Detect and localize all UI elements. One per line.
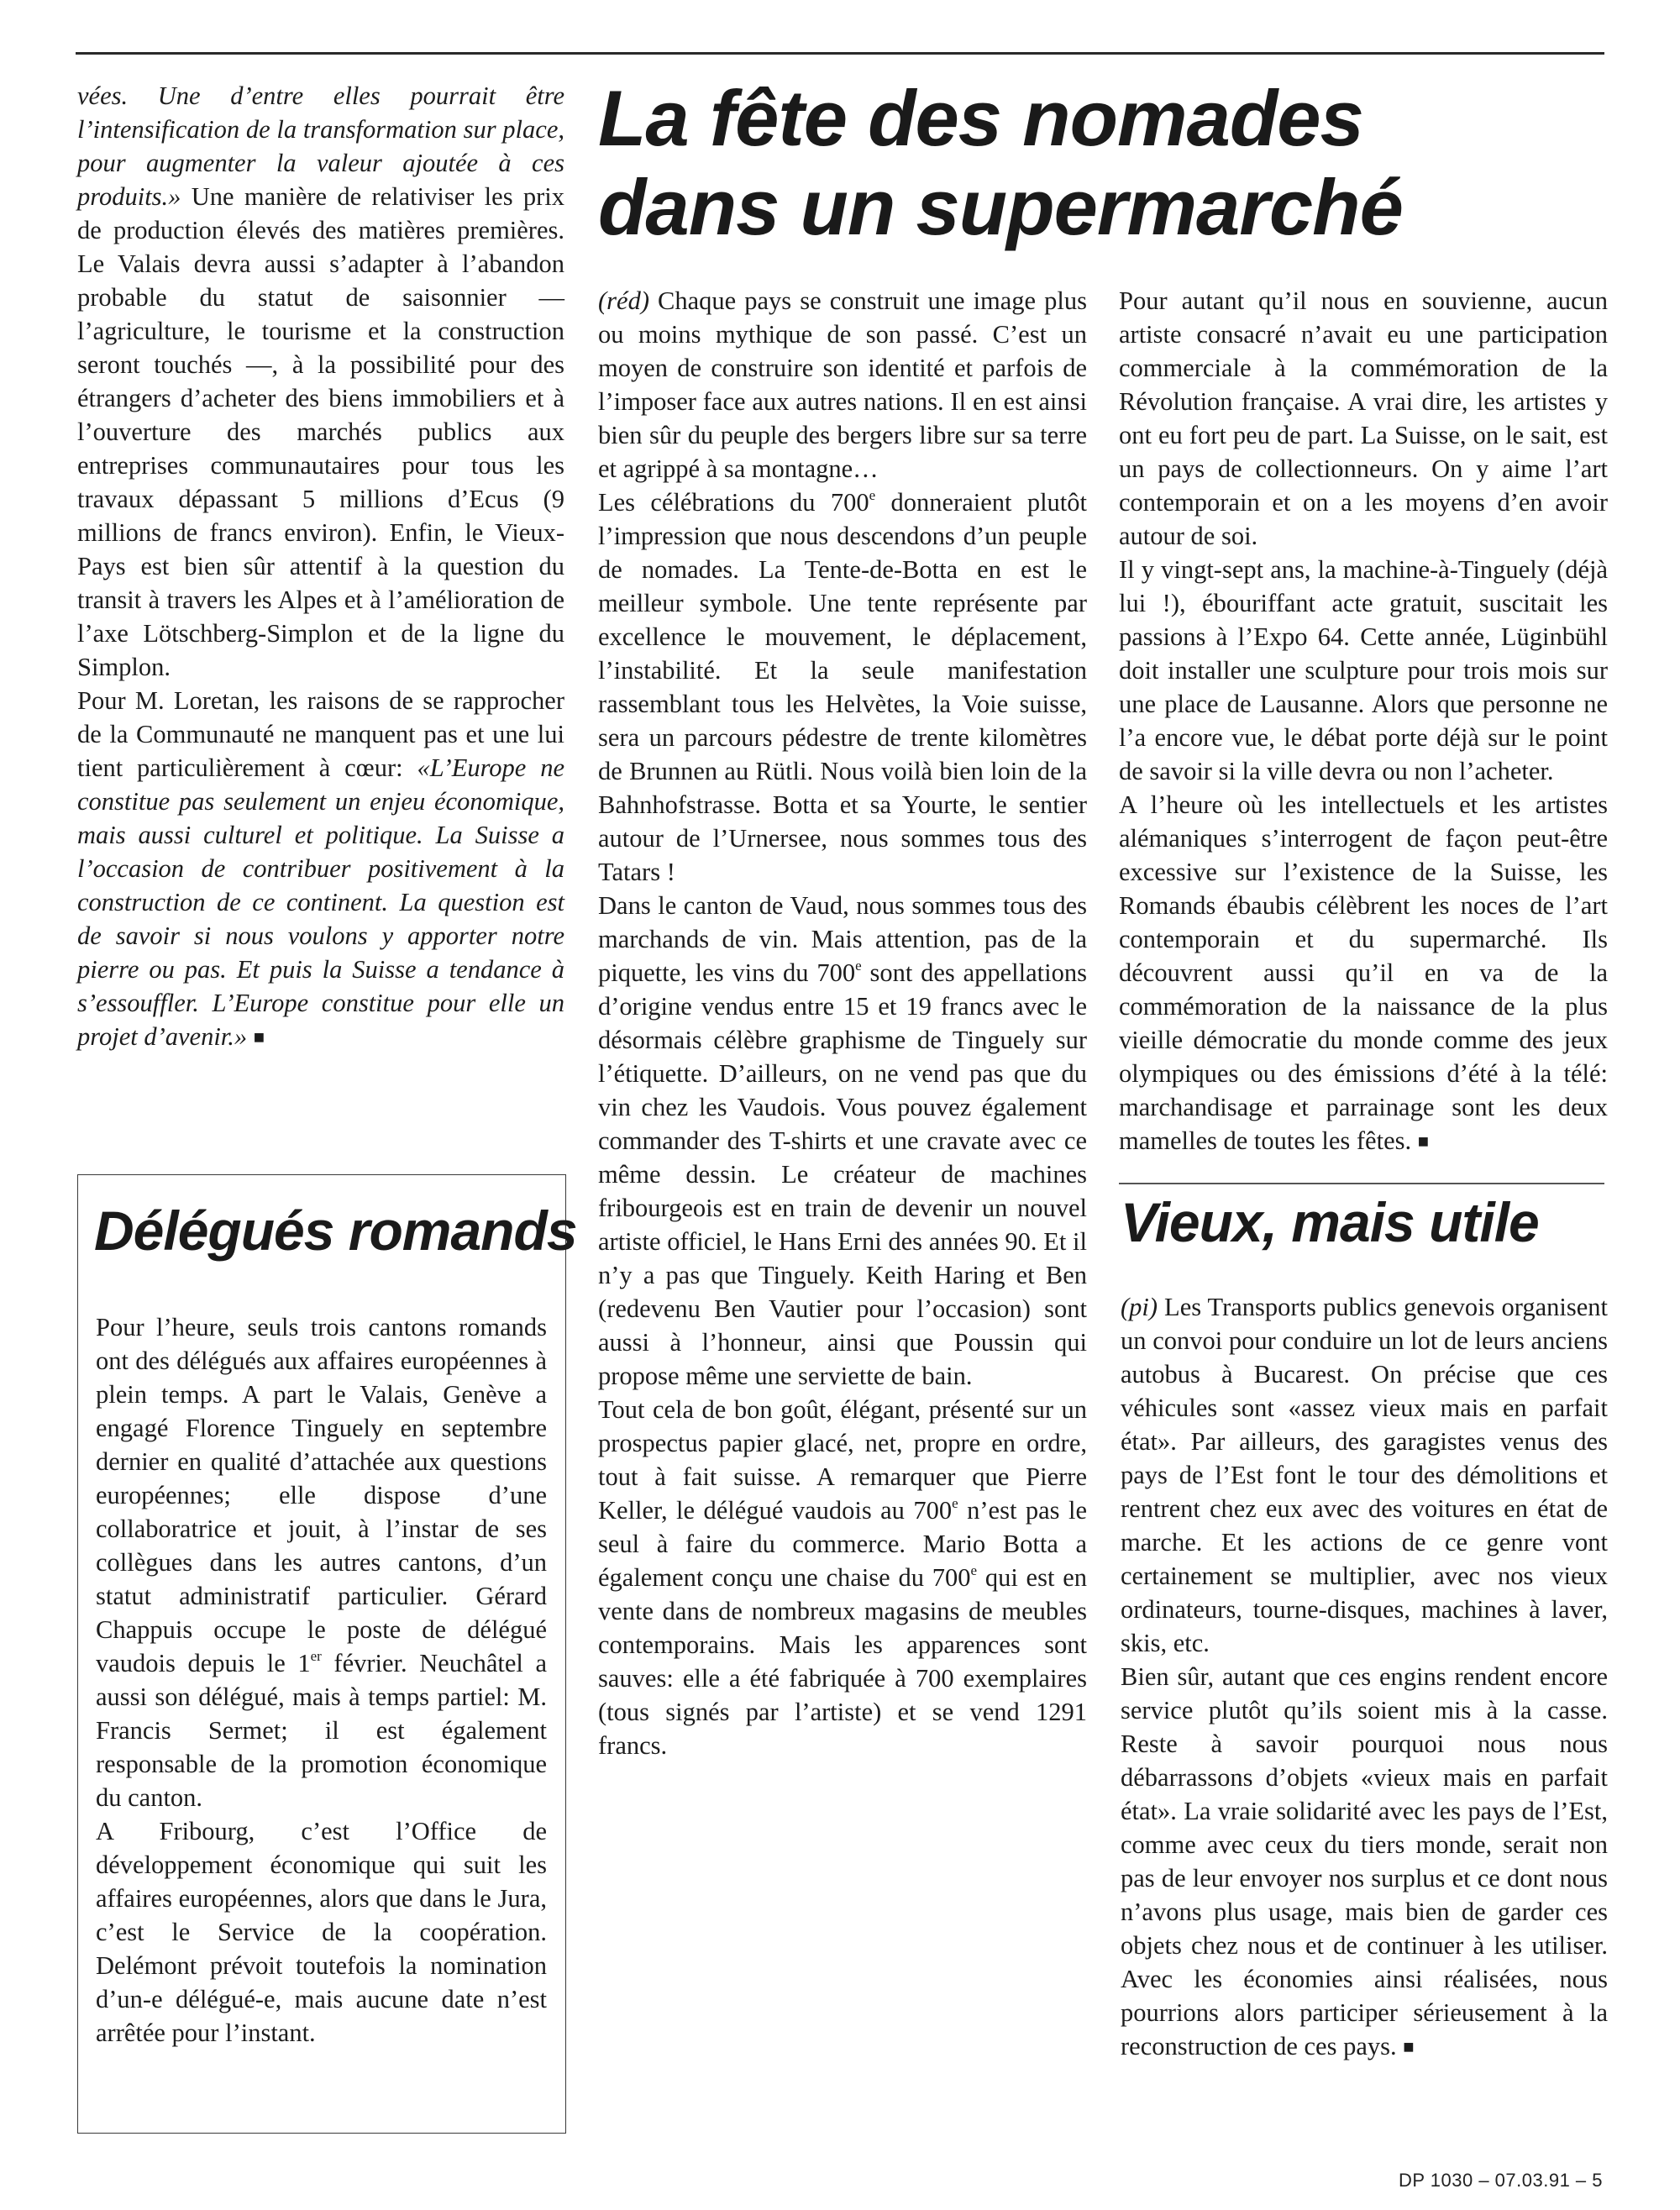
article-title: La fête des nomades dans un supermarché	[598, 74, 1403, 251]
paragraph: Tout cela de bon goût, élégant, présenté sur un prospectus papier glacé, net, propre en ordre, tout à fait suisse. A remarquer que Pierre Keller, le délégué vaudois au 700e n’est pas le seul à faire du commerce. Mario Botta a également conçu une chaise du 700e qui est en vente dans de nombreux magasins de meubles contemporains. Mais les apparences sont sauves: elle a été fabriquée à 700 exemplaires (tous signés par l’artiste) et se vend 1291 francs.	[598, 1395, 1087, 1760]
page-footer: DP 1030 – 07.03.91 – 5	[1398, 2170, 1603, 2191]
paragraph: Bien sûr, autant que ces engins rendent encore service plutôt qu’ils soient mis à la casse. Reste à savoir pourquoi nous nous débarrassons d’objets «vieux mais en parfait état». La vraie solidarité avec les pays de l’Est, comme avec ceux du tiers monde, serait non pas de leur envoyer nos surplus et ce dont nous n’avons plus usage, mais bien de garder ces objets chez nous et de continuer à les utiliser. Avec les économies ainsi réalisées, nous pourrions alors participer sérieusement à la reconstruction de ces pays. ■	[1121, 1662, 1608, 2060]
end-mark: ■	[1417, 1131, 1430, 1152]
paragraph: Dans le canton de Vaud, nous sommes tous des marchands de vin. Mais attention, pas de la piquette, les vins du 700e sont des appellations d’origine vendus entre 15 et 19 francs avec le désormais célèbre graphisme de Tinguely sur l’étiquette. D’ailleurs, on ne vend pas que du vin chez les Vaudois. Vous pouvez également commander des T-shirts et une cravate avec ce même dessin. Le créateur de machines fribourgeois est en train de devenir un nouvel artiste officiel, le Hans Erni des années 90. Et il n’y a pas que Tinguely. Keith Haring et Ben (redevenu Ben Vautier pour l’occasion) sont aussi à l’honneur, ainsi que Poussin qui propose même une serviette de bain.	[598, 891, 1087, 1390]
paragraph: A l’heure où les intellectuels et les artistes alémaniques s’interrogent de façon peut-être excessive sur l’existence de la Suisse, les Romands ébaubis célèbrent les noces de l’art contemporain et du supermarché. Ils découvrent aussi qu’il en va de la commémoration de la naissance de la plus vieille démocratie du monde comme des jeux olympiques ou des émissions d’été à la télé: marchandisage et parrainage sont les deux mamelles de toutes les fêtes. ■	[1119, 790, 1608, 1155]
italic-quote: «L’Europe ne constitue pas seulement un enjeu économique, mais aussi culturel et politique. La Suisse a l’occasion de contribuer positivement à la construction de ce continent. La question est de savoir si nous voulons y apporter notre pierre ou pas. Et puis la Suisse a tendance à s’essouffler. L’Europe constitue pour elle un projet d’avenir.»	[77, 753, 564, 1051]
sidebar-body	[96, 1310, 547, 2050]
paragraph: Pour l’heure, seuls trois cantons romands ont des délégués aux affaires européennes à plein temps. A part le Valais, Genève a engagé Florence Tinguely en septembre dernier en qualité d’attachée aux questions européennes; elle dispose d’une collaboratrice et jouit, à l’instar de ses collègues dans les autres cantons, d’un statut administratif particulier. Gérard Chappuis occupe le poste de délégué vaudois depuis le 1er février. Neuchâtel a aussi son délégué, mais à temps partiel: M. Francis Sermet; il est également responsable de la promotion économique du canton.	[96, 1313, 547, 1812]
paragraph: A Fribourg, c’est l’Office de développement économique qui suit les affaires européennes, alors que dans le Jura, c’est le Service de la coopération. Delémont prévoit toutefois la nomination d’un-e délégué-e, mais aucune date n’est arrêtée pour l’instant.	[96, 1817, 547, 2047]
sidebar-title: Délégués romands	[94, 1199, 577, 1262]
paragraph: Il y vingt-sept ans, la machine-à-Tinguely (déjà lui !), ébouriffant acte gratuit, suscitait les passions à l’Expo 64. Cette année, Lüginbühl doit installer une sculpture pour trois mois sur une place de Lausanne. Alors que personne ne l’a encore vue, le débat porte déjà sur le point de savoir si la ville devra ou non l’acheter.	[1119, 555, 1608, 785]
article-vieux	[1121, 1290, 1608, 2064]
italic-quote: vées. Une d’entre elles pourrait être l’intensification de la transformation sur place, pour augmenter la valeur ajoutée à ces produits.»	[77, 81, 564, 211]
paragraph: Les célébrations du 700e donneraient plutôt l’impression que nous descendons d’un peuple de nomades. La Tente-de-Botta en est le meilleur symbole. Une tente représente par excellence le mouvement, le déplacement, l’instabilité. Et la seule manifestation rassemblant tous les Helvètes, la Voie suisse, sera un parcours pédestre de trente kilomètres de Brunnen au Rütli. Nous voilà bien loin de la Bahnhofstrasse. Botta et sa Yourte, le sentier autour de l’Urnersee, nous sommes tous des Tatars !	[598, 487, 1087, 886]
vieux-title: Vieux, mais utile	[1121, 1191, 1539, 1253]
paragraph: vées. Une d’entre elles pourrait être l’intensification de la transformation sur place, pour augmenter la valeur ajoutée à ces produits.» Une manière de relativiser les prix de production élevés des matières premières. Le Valais devra aussi s’adapter à l’abandon probable du statut de saisonnier — l’agriculture, le tourisme et la construction seront touchés —, à la possibilité pour des étrangers d’acheter des biens immobiliers et à l’ouverture des marchés publics aux entreprises communautaires pour tous les travaux dépassant 5 millions d’Ecus (9 millions de francs environ). Enfin, le Vieux-Pays est bien sûr attentif à la question du transit à travers les Alpes et à l’amélioration de l’axe Lötschberg-Simplon et de la ligne du Simplon.	[77, 81, 564, 681]
article-continued	[77, 79, 564, 1054]
article-fete-col1	[598, 284, 1087, 1762]
article-fete-col2	[1119, 284, 1608, 1158]
paragraph: Pour M. Loretan, les raisons de se rapprocher de la Communauté ne manquent pas et une lui tient particulièrement à cœur: «L’Europe ne constitue pas seulement un enjeu économique, mais aussi culturel et politique. La Suisse a l’occasion de contribuer positivement à la construction de ce continent. La question est de savoir si nous voulons y apporter notre pierre ou pas. Et puis la Suisse a tendance à s’essouffler. L’Europe constitue pour elle un projet d’avenir.» ■	[77, 686, 564, 1051]
top-rule	[76, 52, 1604, 55]
paragraph: Pour autant qu’il nous en souvienne, aucun artiste consacré n’avait eu une participation commerciale à la commémoration de la Révolution française. A vrai dire, les artistes y ont eu fort peu de part. La Suisse, on le sait, est un pays de collectionneurs. On y aime l’art contemporain et on a les moyens d’en avoir autour de soi.	[1119, 286, 1608, 550]
end-mark: ■	[253, 1026, 265, 1047]
end-mark: ■	[1403, 2036, 1415, 2057]
paragraph: (pi) Les Transports publics genevois organisent un convoi pour conduire un lot de leurs anciens autobus à Bucarest. On précise que ces véhicules sont «assez vieux mais en parfait état». Par ailleurs, des garagistes venus des pays de l’Est font le tour des démolitions et rentrent chez eux avec des voitures en état de marche. Et les actions de ce genre vont certainement se multiplier, avec nos vieux ordinateurs, tourne-disques, machines à laver, skis, etc.	[1121, 1293, 1608, 1657]
section-rule	[1119, 1183, 1604, 1184]
paragraph: (réd) Chaque pays se construit une image plus ou moins mythique de son passé. C’est un moyen de construire son identité et parfois de l’imposer face aux autres nations. Il en est ainsi bien sûr du peuple des bergers libre sur sa terre et agrippé à sa montagne…	[598, 286, 1087, 483]
